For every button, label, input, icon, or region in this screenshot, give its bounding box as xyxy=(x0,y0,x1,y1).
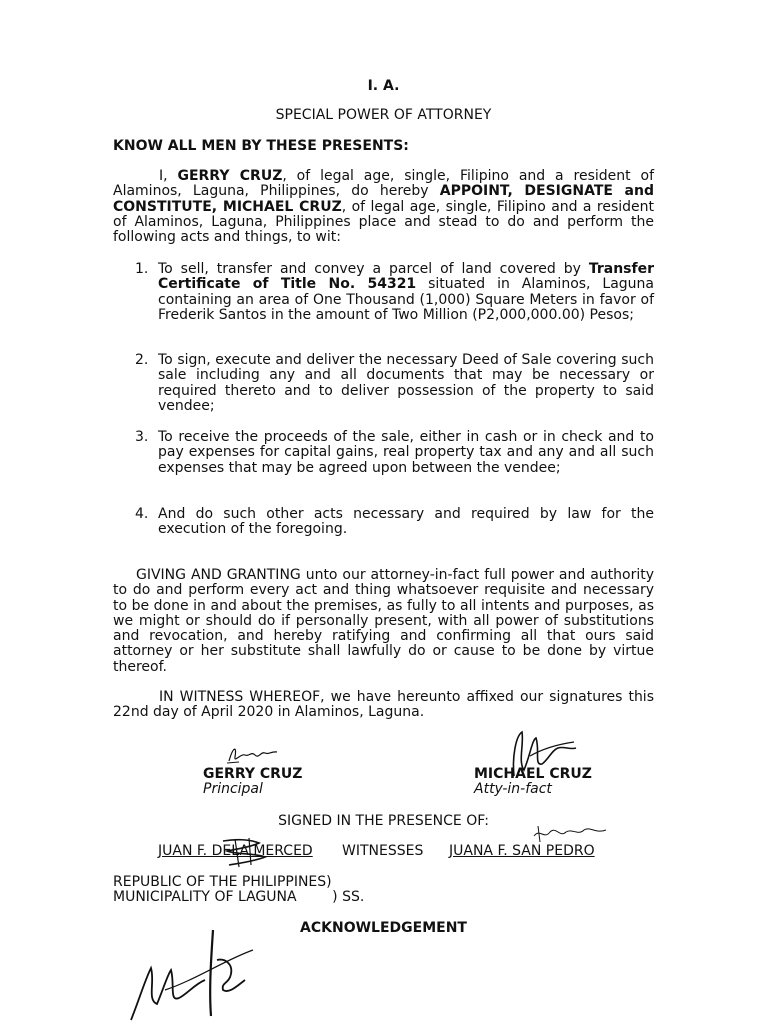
list-item-text: To sign, execute and deliver the necessary Deed of Sale covering such sale including any and all documents that may be necessary or required thereto and to deliver possession of the property to said vendee; xyxy=(158,352,654,414)
p1-text-a: I, xyxy=(159,168,178,184)
p1-text-c: , of legal age, single, Filipino and a resident of Alaminos, Laguna, Philippines place and stead to do and perform the following acts and things, to wit: xyxy=(113,198,654,246)
list-item-text: And do such other acts necessary and required by law for the execution of the foregoing. xyxy=(158,506,654,538)
venue-block xyxy=(113,875,364,906)
attorney-role: Atty-in-fact xyxy=(474,781,552,798)
list-item-text xyxy=(158,262,654,323)
list-item-text: To receive the proceeds of the sale, either in cash or in check and to pay expenses for capital gains, real property tax and any and all such expenses that may be agreed upon between the vendee; xyxy=(158,429,654,476)
principal-signature xyxy=(225,743,285,768)
witness-paragraph: IN WITNESS WHEREOF, we have hereunto affixed our signatures this 22nd day of April 2020 in Alaminos, Laguna. xyxy=(113,689,654,721)
principal-name: GERRY CRUZ xyxy=(203,766,303,782)
witness-name: JUAN F. DELA MERCED xyxy=(158,843,313,859)
grant-paragraph: GIVING AND GRANTING unto our attorney-in-fact full power and authority to do and perform every act and thing whatsoever requisite and necessary to be done in and about the premises, as fully to all intents and purposes, as we might or should do if personally present, with all power of substitutions and revocation, and hereby ratifying and confirming all that ours said attorney or her substitute shall lawfully do or cause to be done by virtue thereof. xyxy=(113,567,654,675)
venue-line: REPUBLIC OF THE PHILIPPINES) xyxy=(113,874,332,890)
item1-text-a: To sell, transfer and convey a parcel of land covered by xyxy=(158,261,589,277)
p1-text-b: , of legal age, single, Filipino and a resident of Alaminos, Laguna, Philippines, do hereby xyxy=(113,168,654,200)
attorney-name: MICHAEL CRUZ xyxy=(474,766,592,782)
list-item-number: 1. xyxy=(135,261,149,277)
list-item-number: 4. xyxy=(135,506,149,522)
venue-line: MUNICIPALITY OF LAGUNA ) SS. xyxy=(113,889,365,906)
principal-signature-block xyxy=(203,767,302,798)
list-item xyxy=(135,506,654,538)
opening-clause: KNOW ALL MEN BY THESE PRESENTS: xyxy=(113,138,409,154)
list-item xyxy=(135,352,654,414)
item1-text-b: situated in Alaminos, Laguna containing an area of One Thousand (1,000) Square Meters in favor of Frederik Santos in the amount of Two Million (P2,000,000.00) Pesos; xyxy=(158,276,654,323)
witness-signature xyxy=(215,835,275,869)
principal-role: Principal xyxy=(203,781,263,798)
witnesses-label: WITNESSES xyxy=(342,843,424,859)
list-item-number: 3. xyxy=(135,429,149,445)
acknowledgement-heading: ACKNOWLEDGEMENT xyxy=(300,920,467,936)
principal-initials-signature xyxy=(125,920,255,1024)
document-title: SPECIAL POWER OF ATTORNEY xyxy=(275,107,492,123)
attorney-signature xyxy=(500,726,580,784)
list-item xyxy=(135,429,654,476)
presence-heading: SIGNED IN THE PRESENCE OF: xyxy=(278,813,489,829)
document-id: I. A. xyxy=(367,78,400,94)
appointment-clause: APPOINT, DESIGNATE and CONSTITUTE, MICHAEL CRUZ xyxy=(113,183,654,215)
list-item-number: 2. xyxy=(135,352,149,368)
principal-name-inline: GERRY CRUZ xyxy=(177,168,283,184)
appointment-paragraph xyxy=(113,169,654,245)
title-certificate: Transfer Certificate of Title No. 54321 xyxy=(158,261,654,293)
witness-signature xyxy=(530,824,610,844)
witness-name: JUANA F. SAN PEDRO xyxy=(449,843,595,859)
list-item xyxy=(135,261,654,323)
